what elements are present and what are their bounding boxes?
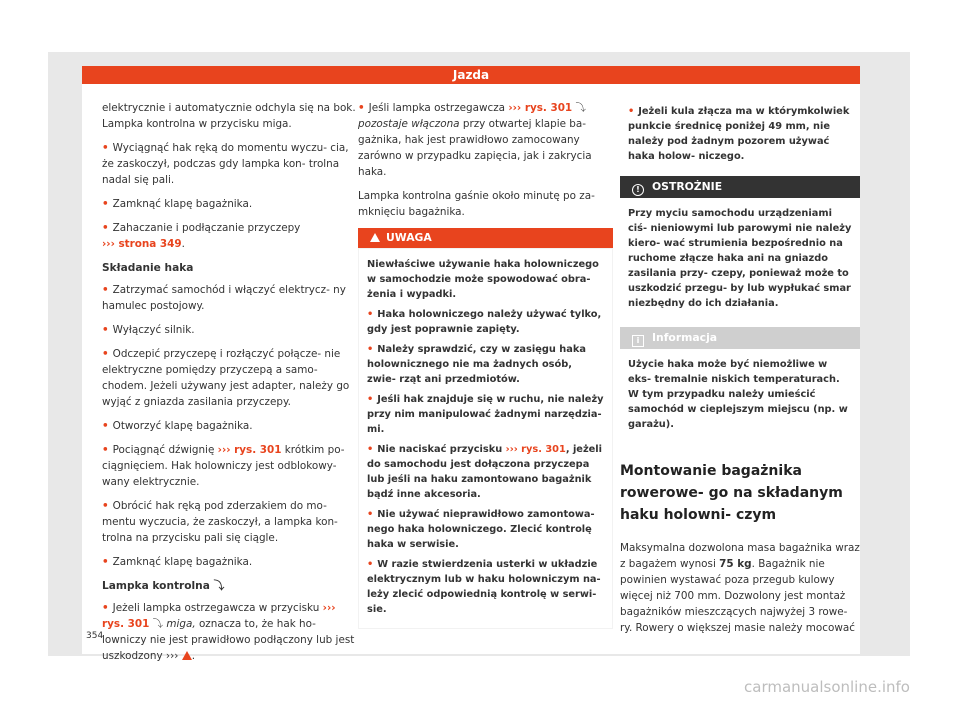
list-item-text: Wyłączyć silnik. <box>112 324 195 336</box>
paragraph-text: Maksymalna dozwolona masa bagażnika wraz z bagażem wynosi <box>620 542 860 570</box>
list-item-text: Wyciągnąć hak ręką do momentu wyczu- cia, że zaskoczył, podczas gdy lampka kon- trolna nadal się pali. <box>102 142 349 186</box>
list-item-text: krótkim po- ciągnięciem. Hak holowniczy jest odblokowy- wany elektrycznie. <box>102 444 345 488</box>
warning-triangle-icon[interactable] <box>182 651 192 660</box>
paragraph: Lampka kontrolna gaśnie około minutę po za- mknięciu bagażnika. <box>358 190 595 218</box>
warning-item <box>367 392 604 437</box>
figure-reference-link[interactable]: ››› rys. 301 <box>102 602 336 630</box>
column-1 <box>102 100 357 672</box>
page-number: 354 <box>86 631 104 641</box>
towbar-indicator-icon: ⤵ <box>575 102 586 114</box>
list-item-text: Zatrzymać samochód i włączyć elektrycz- ny hamulec postojowy. <box>102 284 346 312</box>
info-body: Użycie haka może być niemożliwe w eks- tremalnie niskich temperaturach. W tym przypadku należy umieścić samochód w cieplejszym miejscu (np. w garażu). <box>628 359 848 430</box>
towbar-indicator-icon: ⤵ <box>152 618 164 630</box>
list-item <box>102 418 357 434</box>
list-item-text: oznacza to, że hak ho- lowniczy nie jest prawidłowo podłączony lub jest uszkodzony <box>102 618 355 662</box>
warning-header <box>358 228 613 248</box>
warning-box <box>358 228 613 629</box>
list-item-text: Otworzyć klapę bagażnika. <box>112 420 253 432</box>
paragraph-text: . Bagażnik nie powinien wystawać poza przegub kulowy więcej niż 700 mm. Dozwolony jest montaż bagażników mieszczących najwyżej 3 rowe- ry. Rowery o większej masie należy mocować <box>620 558 855 634</box>
info-header <box>620 327 860 349</box>
caution-body: Przy myciu samochodu urządzeniami ciś- nieniowymi lub parowymi nie należy kiero- wać strumienia bezpośrednio na ruchome złącze haka ani na gniazdo zasilania przy- czepy, ponieważ może to uszkodzić przegu- by lub wypłukać smar niezbędny do ich działania. <box>628 208 852 309</box>
subheading: Składanie haka <box>102 262 194 274</box>
info-icon: i <box>632 335 644 347</box>
caution-header <box>620 176 860 198</box>
warning-item-text: W razie stwierdzenia usterki w układzie elektrycznym lub w haku holowniczym na- leży zlecić odpowiednią kontrolę w serwi- sie. <box>367 559 601 615</box>
page-header: Jazda <box>82 66 860 84</box>
list-item <box>102 442 357 490</box>
list-item-text: Zahaczanie i podłączanie przyczepy <box>112 222 301 234</box>
warning-item-text: Nie używać nieprawidłowo zamontowa- nego haka holowniczego. Zlecić kontrolę haka w serwisie. <box>367 509 595 550</box>
subheading <box>102 578 357 594</box>
caution-title: OSTROŻNIE <box>652 180 723 193</box>
list-item-text: Obrócić hak ręką pod zderzakiem do mo- mentu wyczucia, że zaskoczył, a lampka kon- trolna na przycisku pali się ciągle. <box>102 500 338 544</box>
warning-item-text: , jeżeli do samochodu jest dołączona przyczepa lub jeśli na haku zamontowano bagażnik bądź inne akcesoria. <box>367 444 603 500</box>
list-item <box>102 346 357 410</box>
list-item <box>102 322 357 338</box>
warning-body <box>358 248 613 629</box>
figure-reference-link[interactable]: ››› rys. 301 <box>217 444 282 456</box>
column-3 <box>620 100 860 644</box>
watermark: carmanualsonline.info <box>744 678 910 696</box>
list-item-text: Zamknąć klapę bagażnika. <box>112 556 253 568</box>
warning-item <box>367 442 604 502</box>
warning-item-text: Nie naciskać przycisku <box>377 444 503 455</box>
list-item <box>102 140 357 188</box>
subheading-text: Lampka kontrolna <box>102 580 210 592</box>
warning-item-text: Jeżeli kula złącza ma w którymkolwiek punkcie średnicę poniżej 49 mm, nie należy pod żadnym pozorem używać haka holow- niczego. <box>628 106 850 162</box>
warning-triangle-icon <box>370 233 380 242</box>
list-item <box>358 100 613 180</box>
list-item <box>102 554 357 570</box>
towbar-indicator-icon: ⤵ <box>213 580 225 592</box>
figure-reference-link[interactable]: ››› rys. 301 <box>505 444 566 455</box>
warning-item-text: Haka holowniczego należy używać tylko, gdy jest poprawnie zapięty. <box>367 309 602 335</box>
list-item-text: pozostaje włączona <box>358 118 460 130</box>
list-item-text: Jeżeli lampka ostrzegawcza w przycisku <box>112 602 320 614</box>
section-title: Montowanie bagażnika rowerowe- go na składanym haku holowni- czym <box>620 463 843 523</box>
list-item-text: przy otwartej klapie ba- gażnika, hak jest prawidłowo zamocowany zarówno w przypadku zapięcia, jak i zakrycia haka. <box>358 118 592 178</box>
caution-box <box>620 176 860 317</box>
page-reference-link[interactable]: ››› strona 349 <box>102 238 182 250</box>
list-item <box>102 498 357 546</box>
list-item: • Jeżeli lampka ostrzegawcza w przycisku ››› rys. 301 ⤵ miga, oznacza to, że hak ho- lowniczy nie jest prawidłowo podłączony lub jest uszkodzony ››› . <box>102 600 357 664</box>
list-item: • Zahaczanie i podłączanie przyczepy ››› strona 349. <box>102 220 357 252</box>
warning-item <box>367 507 604 552</box>
paragraph: elektrycznie i automatycznie odchyla się na bok. Lampka kontrolna w przycisku miga. <box>102 102 356 130</box>
paragraph-bold-text: 75 kg <box>719 558 752 570</box>
warning-item <box>367 307 604 337</box>
paragraph <box>620 540 860 636</box>
warning-intro: Niewłaściwe używanie haka holowniczego w samochodzie może spowodować obra- żenia i wypadki. <box>367 259 599 300</box>
list-item-text: Odczepić przyczepę i rozłączyć połącze- nie elektryczne pomiędzy przyczepą a samo- chodem. Jeżeli używany jest adapter, należy go wyjąć z gniazda zasilania przyczepy. <box>102 348 350 408</box>
warning-title: UWAGA <box>386 231 432 244</box>
figure-reference-link[interactable]: ››› rys. 301 <box>508 102 573 114</box>
column-2 <box>358 100 613 629</box>
exclamation-icon: ! <box>632 184 644 196</box>
info-title: Informacja <box>652 331 718 344</box>
list-item <box>102 196 357 212</box>
list-item-text: Zamknąć klapę bagażnika. <box>112 198 253 210</box>
warning-item <box>367 557 604 617</box>
list-item-text: Pociągnąć dźwignię <box>112 444 215 456</box>
warning-item <box>367 342 604 387</box>
list-item-text: Jeśli lampka ostrzegawcza <box>368 102 506 114</box>
warning-item <box>620 100 860 168</box>
list-item <box>102 282 357 314</box>
list-item-text: miga, <box>166 618 196 630</box>
warning-item-text: Jeśli hak znajduje się w ruchu, nie należy przy nim manipulować żadnymi narzędzia- mi. <box>367 394 604 435</box>
warning-item-text: Należy sprawdzić, czy w zasięgu haka holownicznego nie ma żadnych osób, zwie- rząt ani przedmiotów. <box>367 344 586 385</box>
